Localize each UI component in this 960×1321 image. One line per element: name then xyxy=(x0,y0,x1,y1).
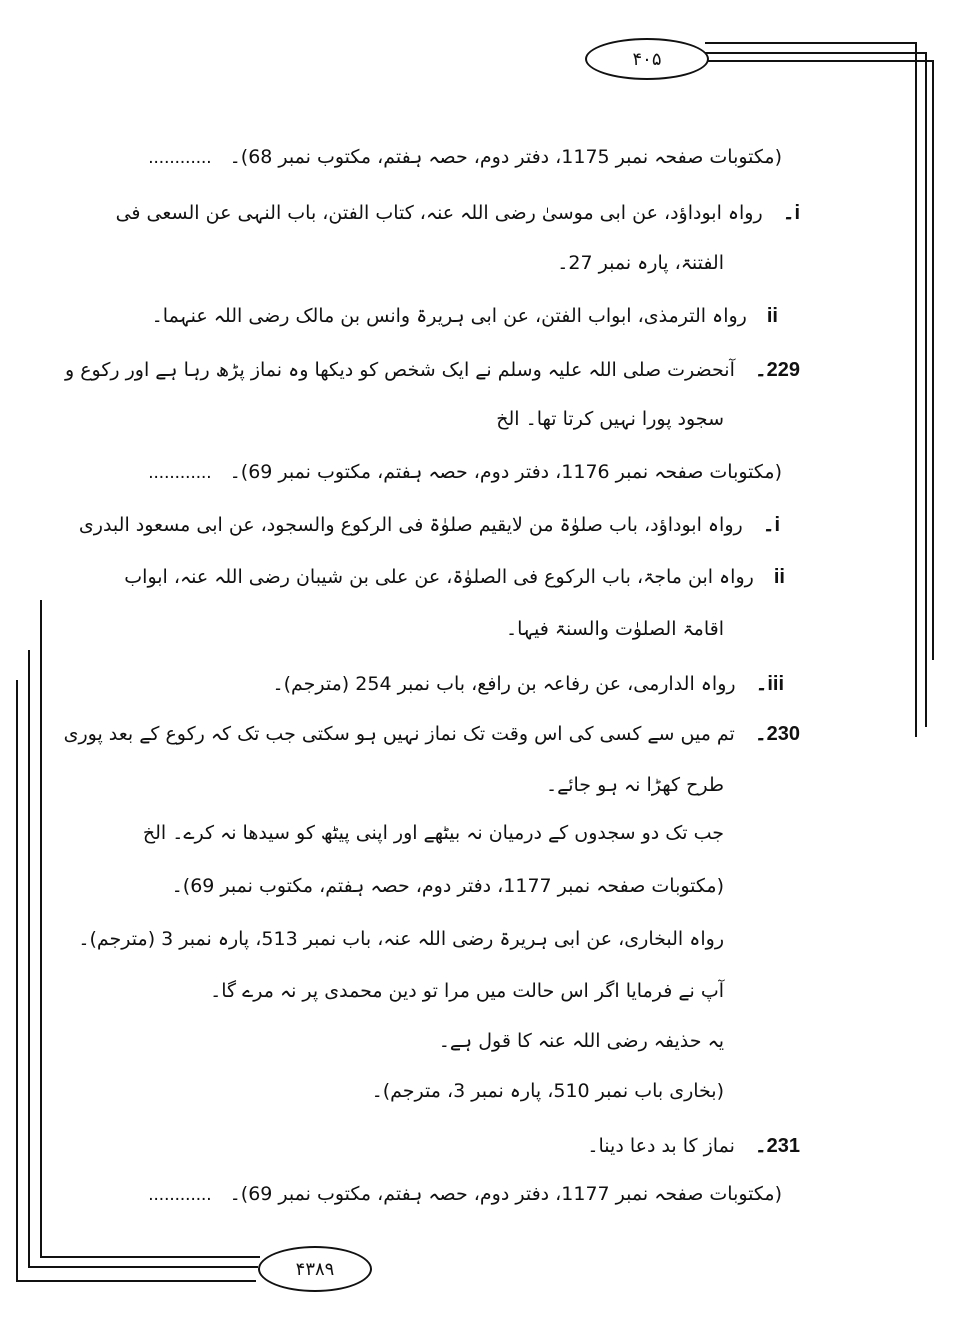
frame-right-line-1 xyxy=(915,42,917,737)
line-5 xyxy=(65,357,800,382)
line-1 xyxy=(148,146,782,169)
frame-left-line-1 xyxy=(16,680,18,1280)
frame-bottom-line-3 xyxy=(40,1256,260,1258)
line-text: (مکتوبات صفحہ نمبر 1176، دفتر دوم، حصہ ہفتم، مکتوب نمبر 69)۔ xyxy=(229,461,782,483)
frame-bottom-line-2 xyxy=(28,1266,258,1268)
bottom-page-number xyxy=(258,1246,372,1292)
line-2 xyxy=(116,200,800,225)
line-text: تم میں سے کسی کی اس وقت تک نماز نہیں ہو سکتی جب تک کہ رکوع کے بعد پوری xyxy=(63,723,735,745)
line-18 xyxy=(439,1030,724,1052)
line-13 xyxy=(546,774,724,796)
item-marker: iii۔ xyxy=(755,673,784,695)
line-14 xyxy=(143,822,724,844)
leader-dots: ............ xyxy=(148,1184,212,1205)
frame-right-line-3 xyxy=(932,60,934,660)
line-text: (بخاری باب نمبر 510، پارہ نمبر 3، مترجم)۔ xyxy=(371,1080,724,1102)
item-marker: 230۔ xyxy=(754,723,800,745)
leader-dots: ............ xyxy=(148,147,212,168)
line-text: یہ حذیفہ رضی اللہ عنہ کا قول ہے۔ xyxy=(438,1030,724,1052)
line-text: نماز کا بد دعا دینا۔ xyxy=(587,1135,735,1157)
frame-top-line-2 xyxy=(700,52,925,54)
line-text: طرح کھڑا نہ ہو جائے۔ xyxy=(545,774,724,796)
line-text: آپ نے فرمایا اگر اس حالت میں مرا تو دین محمدی پر نہ مرے گا۔ xyxy=(210,980,724,1002)
line-20 xyxy=(587,1133,800,1158)
line-text: (مکتوبات صفحہ نمبر 1177، دفتر دوم، حصہ ہفتم، مکتوب نمبر 69)۔ xyxy=(229,1183,782,1205)
bottom-page-number-text: ۴۳۸۹ xyxy=(295,1258,335,1280)
leader-dots: ............ xyxy=(148,462,212,483)
item-marker: ii xyxy=(766,305,778,327)
frame-top-line-3 xyxy=(700,60,932,62)
line-15 xyxy=(172,875,724,897)
line-text: آنحضرت صلی اللہ علیہ وسلم نے ایک شخص کو دیکھا وہ نماز پڑھ رہا ہے اور رکوع و xyxy=(65,359,735,381)
line-11 xyxy=(272,671,784,696)
line-text: رواہ البخاری، عن ابی ہریرۃ رضی اللہ عنہ، باب نمبر 513، پارہ نمبر 3 (مترجم)۔ xyxy=(78,928,724,950)
line-text: رواہ ابن ماجۃ، باب الرکوع فی الصلوٰۃ، عن علی بن شیبان رضی اللہ عنہ، ابواب xyxy=(124,566,754,588)
line-17 xyxy=(210,980,724,1002)
frame-right-line-2 xyxy=(925,52,927,727)
line-4 xyxy=(152,305,778,328)
line-6 xyxy=(496,408,724,430)
line-text: رواہ ابوداؤد، عن ابی موسیٰ رضی اللہ عنہ، کتاب الفتن، باب النہی عن السعی فی xyxy=(115,202,763,224)
line-21 xyxy=(148,1183,782,1206)
line-text: سجود پورا نہیں کرتا تھا۔ الخ xyxy=(496,408,724,430)
line-16 xyxy=(78,928,724,950)
line-text: رواہ الترمذی، ابواب الفتن، عن ابی ہریرۃ وانس بن مالک رضی اللہ عنہما۔ xyxy=(151,305,747,327)
top-page-number-text: ۴۰۵ xyxy=(632,48,662,70)
line-text: اقامۃ الصلوٰت والسنۃ فیہا۔ xyxy=(505,618,724,640)
frame-left-line-2 xyxy=(28,650,30,1266)
item-marker: i۔ xyxy=(782,202,800,224)
line-text: (مکتوبات صفحہ نمبر 1175، دفتر دوم، حصہ ہفتم، مکتوب نمبر 68)۔ xyxy=(229,146,782,168)
line-19 xyxy=(372,1080,724,1102)
line-8 xyxy=(79,512,780,537)
line-7 xyxy=(148,461,782,484)
line-text: (مکتوبات صفحہ نمبر 1177، دفتر دوم، حصہ ہفتم، مکتوب نمبر 69)۔ xyxy=(171,875,724,897)
item-marker: 229۔ xyxy=(754,359,800,381)
line-text: رواہ ابوداؤد، باب صلوٰۃ من لایقیم صلوٰۃ فی الرکوع والسجود، عن ابی مسعود البدری xyxy=(78,514,743,536)
line-9 xyxy=(124,566,785,589)
frame-top-line-1 xyxy=(705,42,915,44)
frame-bottom-line-1 xyxy=(16,1280,256,1282)
item-marker: i۔ xyxy=(762,514,780,536)
line-12 xyxy=(64,721,800,746)
top-page-number xyxy=(585,38,709,80)
frame-left-line-3 xyxy=(40,600,42,1256)
line-text: رواہ الدارمی، عن رفاعہ بن رافع، باب نمبر 254 (مترجم)۔ xyxy=(272,673,736,695)
item-marker: 231۔ xyxy=(754,1135,800,1157)
line-text: الفتنۃ، پارہ نمبر 27۔ xyxy=(557,252,724,274)
line-10 xyxy=(506,618,724,640)
item-marker: ii xyxy=(773,566,785,588)
line-3 xyxy=(557,252,724,274)
line-text: جب تک دو سجدوں کے درمیان نہ بیٹھے اور اپنی پیٹھ کو سیدھا نہ کرے۔ الخ xyxy=(142,822,724,844)
